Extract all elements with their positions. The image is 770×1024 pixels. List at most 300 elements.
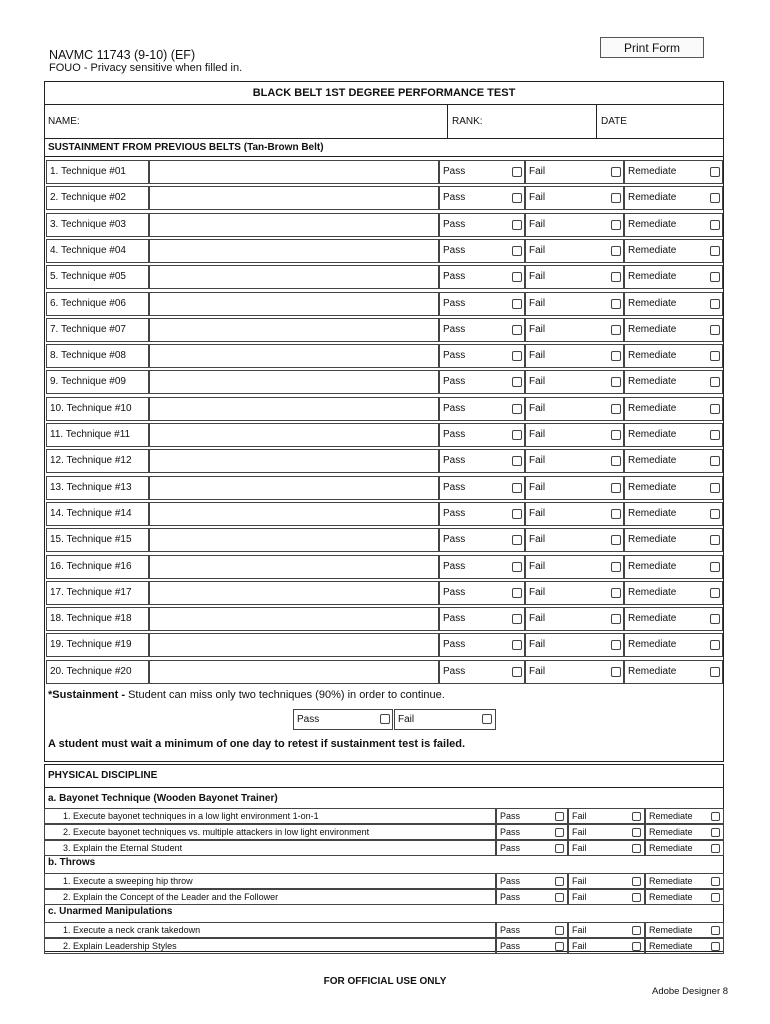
remediate-option <box>624 160 723 184</box>
technique-label <box>46 265 149 289</box>
pass-label: Pass <box>443 639 466 651</box>
physical-item-text: 2. Execute bayonet techniques vs. multiple attackers in low light environment <box>63 827 370 837</box>
pass-checkbox[interactable] <box>512 193 522 203</box>
remediate-label: Remediate <box>628 586 677 598</box>
fail-checkbox[interactable] <box>611 640 621 650</box>
remediate-checkbox[interactable] <box>710 614 720 624</box>
pass-checkbox[interactable] <box>555 844 564 853</box>
remediate-checkbox[interactable] <box>711 942 720 951</box>
remediate-checkbox[interactable] <box>710 562 720 572</box>
retest-note: A student must wait a minimum of one day to retest if sustainment test is failed. <box>48 738 466 750</box>
remediate-label: Remediate <box>628 481 677 493</box>
fail-label: Fail <box>529 455 546 467</box>
technique-name: 4. Technique #04 <box>50 244 126 256</box>
technique-remarks-field[interactable] <box>149 213 439 237</box>
technique-name: 5. Technique #05 <box>50 271 126 283</box>
pass-label: Pass <box>443 218 466 230</box>
group-title: b. Throws <box>48 857 96 868</box>
technique-label <box>46 581 149 605</box>
rank-label: RANK: <box>452 116 483 127</box>
name-label: NAME: <box>48 116 80 127</box>
pass-checkbox[interactable] <box>512 377 522 387</box>
form-number: NAVMC 11743 (9-10) (EF) <box>49 48 196 62</box>
technique-remarks-field[interactable] <box>149 318 439 342</box>
remediate-label: Remediate <box>628 429 677 440</box>
date-field[interactable] <box>597 105 723 138</box>
pass-label: Pass <box>443 376 466 388</box>
technique-row <box>44 397 724 423</box>
fail-label: Fail <box>572 827 587 837</box>
remediate-option <box>645 824 724 840</box>
physical-item-row <box>44 889 724 905</box>
fail-label: Fail <box>572 811 587 821</box>
remediate-checkbox[interactable] <box>710 483 720 493</box>
pass-label: Pass <box>443 455 466 467</box>
fail-label: Fail <box>529 613 546 625</box>
technique-row <box>44 555 724 581</box>
remediate-option <box>624 476 723 500</box>
pass-checkbox[interactable] <box>555 893 564 902</box>
remediate-checkbox[interactable] <box>710 509 720 519</box>
fail-checkbox[interactable] <box>611 667 621 677</box>
remediate-label: Remediate <box>628 166 677 177</box>
technique-label <box>46 555 149 579</box>
physical-item-text: 2. Explain the Concept of the Leader and the Follower <box>63 892 279 902</box>
remediate-checkbox[interactable] <box>710 377 720 387</box>
fail-option <box>525 265 624 289</box>
pass-checkbox[interactable] <box>512 562 522 572</box>
technique-remarks-field[interactable] <box>149 344 439 368</box>
pass-option <box>496 922 568 938</box>
remediate-checkbox[interactable] <box>710 193 720 203</box>
physical-item-row <box>44 824 724 840</box>
technique-remarks-field[interactable] <box>149 265 439 289</box>
pass-option <box>439 160 525 184</box>
technique-row <box>44 318 724 344</box>
overall-pass-checkbox[interactable] <box>380 714 390 724</box>
remediate-checkbox[interactable] <box>710 588 720 598</box>
pass-checkbox[interactable] <box>512 404 522 414</box>
physical-discipline-heading: PHYSICAL DISCIPLINE <box>44 764 724 788</box>
pass-checkbox[interactable] <box>555 828 564 837</box>
physical-item-text: 2. Explain Leadership Styles <box>63 941 177 951</box>
pass-checkbox[interactable] <box>512 351 522 361</box>
pass-checkbox[interactable] <box>512 167 522 177</box>
technique-row <box>44 370 724 396</box>
fail-option <box>568 873 645 889</box>
fail-option <box>525 318 624 342</box>
pass-option <box>439 318 525 342</box>
technique-label <box>46 423 149 447</box>
pass-checkbox[interactable] <box>555 926 564 935</box>
technique-row <box>44 607 724 633</box>
pass-label: Pass <box>443 297 466 309</box>
technique-row <box>44 528 724 554</box>
fail-label: Fail <box>529 639 546 651</box>
technique-name: 6. Technique #06 <box>50 297 126 309</box>
technique-label <box>46 239 149 263</box>
identity-row <box>44 105 724 139</box>
physical-item-label <box>44 938 496 954</box>
physical-item-row <box>44 938 724 954</box>
remediate-checkbox[interactable] <box>710 667 720 677</box>
technique-label <box>46 292 149 316</box>
technique-row <box>44 660 724 686</box>
remediate-option <box>624 344 723 368</box>
pass-option <box>496 840 568 856</box>
fail-option <box>525 397 624 421</box>
remediate-option <box>624 239 723 263</box>
fail-option <box>525 607 624 631</box>
remediate-option <box>624 528 723 552</box>
fail-checkbox[interactable] <box>611 246 621 256</box>
fail-checkbox[interactable] <box>611 193 621 203</box>
physical-item-label <box>44 889 496 905</box>
remediate-label: Remediate <box>628 639 677 651</box>
remediate-label: Remediate <box>649 811 693 821</box>
technique-remarks-field[interactable] <box>149 528 439 552</box>
sustainment-note <box>48 689 445 701</box>
overall-fail-checkbox[interactable] <box>482 714 492 724</box>
remediate-checkbox[interactable] <box>710 456 720 466</box>
remediate-option <box>645 922 724 938</box>
remediate-label: Remediate <box>649 941 693 951</box>
pass-checkbox[interactable] <box>555 942 564 951</box>
sustainment-heading: SUSTAINMENT FROM PREVIOUS BELTS (Tan-Brown Belt) <box>44 139 724 157</box>
remediate-label: Remediate <box>628 613 677 625</box>
fail-checkbox[interactable] <box>611 351 621 361</box>
fail-option <box>568 840 645 856</box>
remediate-checkbox[interactable] <box>710 220 720 230</box>
pass-label: Pass <box>443 192 466 204</box>
privacy-note: FOUO - Privacy sensitive when filled in. <box>49 62 243 74</box>
technique-label <box>46 213 149 237</box>
technique-remarks-field[interactable] <box>149 160 439 184</box>
remediate-checkbox[interactable] <box>711 828 720 837</box>
fail-checkbox[interactable] <box>632 926 641 935</box>
technique-label <box>46 502 149 526</box>
technique-label <box>46 660 149 684</box>
technique-label <box>46 160 149 184</box>
remediate-checkbox[interactable] <box>710 404 720 414</box>
fail-checkbox[interactable] <box>632 893 641 902</box>
fail-checkbox[interactable] <box>611 509 621 519</box>
technique-remarks-field[interactable] <box>149 186 439 210</box>
fail-label: Fail <box>529 271 546 283</box>
fail-checkbox[interactable] <box>611 167 621 177</box>
pass-option <box>496 938 568 954</box>
pass-option <box>496 808 568 824</box>
physical-item-label <box>44 808 496 824</box>
pass-label: Pass <box>443 613 466 625</box>
technique-label <box>46 528 149 552</box>
technique-name: 10. Technique #10 <box>50 402 132 414</box>
technique-label <box>46 344 149 368</box>
pass-label: Pass <box>443 507 466 519</box>
remediate-label: Remediate <box>649 827 693 837</box>
technique-remarks-field[interactable] <box>149 292 439 316</box>
technique-row <box>44 239 724 265</box>
technique-remarks-field[interactable] <box>149 607 439 631</box>
technique-remarks-field[interactable] <box>149 370 439 394</box>
remediate-checkbox[interactable] <box>711 893 720 902</box>
technique-label <box>46 370 149 394</box>
pass-option <box>439 239 525 263</box>
remediate-option <box>624 265 723 289</box>
remediate-checkbox[interactable] <box>710 272 720 282</box>
remediate-label: Remediate <box>649 892 693 902</box>
technique-row <box>44 581 724 607</box>
pass-option <box>439 633 525 657</box>
technique-remarks-field[interactable] <box>149 476 439 500</box>
technique-label <box>46 633 149 657</box>
pass-option <box>439 660 525 684</box>
fail-label: Fail <box>529 481 546 493</box>
pass-label: Pass <box>443 166 466 177</box>
fail-checkbox[interactable] <box>611 272 621 282</box>
remediate-label: Remediate <box>628 323 677 335</box>
fail-option <box>525 581 624 605</box>
pass-label: Pass <box>443 350 466 362</box>
remediate-label: Remediate <box>628 534 677 546</box>
technique-name: 1. Technique #01 <box>50 166 126 177</box>
fail-option <box>568 889 645 905</box>
technique-label <box>46 449 149 473</box>
technique-row <box>44 633 724 659</box>
remediate-checkbox[interactable] <box>711 877 720 886</box>
remediate-checkbox[interactable] <box>711 926 720 935</box>
pass-option <box>439 581 525 605</box>
remediate-label: Remediate <box>649 876 693 886</box>
technique-row <box>44 213 724 239</box>
technique-remarks-field[interactable] <box>149 660 439 684</box>
physical-item-label <box>44 922 496 938</box>
physical-item-row <box>44 873 724 889</box>
remediate-option <box>624 555 723 579</box>
pass-label: Pass <box>443 244 466 256</box>
pass-label: Pass <box>443 271 466 283</box>
pass-option <box>439 423 525 447</box>
fail-checkbox[interactable] <box>611 299 621 309</box>
technique-name: 20. Technique #20 <box>50 665 132 677</box>
remediate-option <box>624 502 723 526</box>
pass-checkbox[interactable] <box>512 614 522 624</box>
pass-checkbox[interactable] <box>555 812 564 821</box>
pass-checkbox[interactable] <box>512 456 522 466</box>
remediate-checkbox[interactable] <box>710 535 720 545</box>
remediate-label: Remediate <box>628 350 677 362</box>
pass-option <box>439 449 525 473</box>
fail-option <box>525 292 624 316</box>
pass-option <box>496 873 568 889</box>
remediate-option <box>624 292 723 316</box>
fail-option <box>525 344 624 368</box>
physical-item-row <box>44 840 724 856</box>
sustainment-note-text: Student can miss only two techniques (90%) in order to continue. <box>125 689 445 701</box>
pass-checkbox[interactable] <box>512 246 522 256</box>
fail-option <box>525 213 624 237</box>
remediate-checkbox[interactable] <box>710 246 720 256</box>
fail-checkbox[interactable] <box>632 877 641 886</box>
pass-label: Pass <box>500 925 521 935</box>
remediate-option <box>624 607 723 631</box>
technique-name: 8. Technique #08 <box>50 350 126 362</box>
pass-option <box>439 555 525 579</box>
remediate-option <box>624 397 723 421</box>
remediate-label: Remediate <box>628 218 677 230</box>
pass-checkbox[interactable] <box>512 220 522 230</box>
pass-label: Pass <box>443 560 466 572</box>
remediate-label: Remediate <box>628 665 677 677</box>
remediate-checkbox[interactable] <box>710 351 720 361</box>
physical-item-text: 1. Execute a sweeping hip throw <box>63 876 193 886</box>
fail-checkbox[interactable] <box>611 456 621 466</box>
remediate-option <box>624 186 723 210</box>
remediate-label: Remediate <box>628 297 677 309</box>
pass-label: Pass <box>443 586 466 598</box>
technique-remarks-field[interactable] <box>149 239 439 263</box>
technique-remarks-field[interactable] <box>149 449 439 473</box>
technique-remarks-field[interactable] <box>149 397 439 421</box>
technique-row <box>44 423 724 449</box>
fail-checkbox[interactable] <box>632 828 641 837</box>
pass-checkbox[interactable] <box>512 325 522 335</box>
fail-label: Fail <box>529 429 546 440</box>
fail-label: Fail <box>529 586 546 598</box>
rank-field[interactable] <box>448 105 597 138</box>
pass-checkbox[interactable] <box>512 667 522 677</box>
technique-row <box>44 502 724 528</box>
print-form-button[interactable]: Print Form <box>600 37 704 58</box>
remediate-option <box>624 581 723 605</box>
fail-checkbox[interactable] <box>611 325 621 335</box>
fail-label: Fail <box>529 534 546 546</box>
remediate-option <box>645 840 724 856</box>
fail-option <box>525 449 624 473</box>
remediate-option <box>645 889 724 905</box>
pass-checkbox[interactable] <box>512 588 522 598</box>
pass-checkbox[interactable] <box>512 272 522 282</box>
fail-label: Fail <box>529 166 546 177</box>
name-field[interactable] <box>44 105 448 138</box>
remediate-option <box>624 660 723 684</box>
fail-checkbox[interactable] <box>611 535 621 545</box>
fail-checkbox[interactable] <box>632 844 641 853</box>
fail-checkbox[interactable] <box>611 588 621 598</box>
remediate-checkbox[interactable] <box>710 640 720 650</box>
fail-option <box>525 423 624 447</box>
software-credit: Adobe Designer 8 <box>652 986 729 997</box>
technique-name: 15. Technique #15 <box>50 534 132 546</box>
fail-checkbox[interactable] <box>611 562 621 572</box>
technique-row <box>44 476 724 502</box>
overall-pass-label: Pass <box>297 714 320 725</box>
technique-name: 18. Technique #18 <box>50 613 132 625</box>
remediate-label: Remediate <box>628 244 677 256</box>
pass-checkbox[interactable] <box>512 509 522 519</box>
fail-checkbox[interactable] <box>611 404 621 414</box>
fail-checkbox[interactable] <box>611 220 621 230</box>
fail-label: Fail <box>529 350 546 362</box>
fail-option <box>525 186 624 210</box>
fail-option <box>525 502 624 526</box>
technique-remarks-field[interactable] <box>149 633 439 657</box>
technique-name: 13. Technique #13 <box>50 481 132 493</box>
remediate-checkbox[interactable] <box>710 167 720 177</box>
fail-label: Fail <box>529 192 546 204</box>
remediate-label: Remediate <box>649 843 693 853</box>
remediate-option <box>645 873 724 889</box>
technique-remarks-field[interactable] <box>149 502 439 526</box>
remediate-checkbox[interactable] <box>710 430 720 440</box>
pass-label: Pass <box>500 811 521 821</box>
fail-checkbox[interactable] <box>611 483 621 493</box>
pass-checkbox[interactable] <box>512 535 522 545</box>
fail-checkbox[interactable] <box>632 942 641 951</box>
technique-remarks-field[interactable] <box>149 555 439 579</box>
fail-checkbox[interactable] <box>611 430 621 440</box>
pass-option <box>439 397 525 421</box>
technique-name: 19. Technique #19 <box>50 639 132 651</box>
fail-checkbox[interactable] <box>611 614 621 624</box>
physical-item-label <box>44 873 496 889</box>
technique-remarks-field[interactable] <box>149 581 439 605</box>
pass-checkbox[interactable] <box>512 299 522 309</box>
technique-row <box>44 160 724 186</box>
fail-label: Fail <box>529 665 546 677</box>
date-label: DATE <box>601 116 627 127</box>
pass-label: Pass <box>500 876 521 886</box>
pass-checkbox[interactable] <box>512 430 522 440</box>
fail-checkbox[interactable] <box>632 812 641 821</box>
remediate-label: Remediate <box>628 376 677 388</box>
pass-option <box>496 889 568 905</box>
remediate-label: Remediate <box>628 455 677 467</box>
fail-label: Fail <box>529 376 546 388</box>
technique-remarks-field[interactable] <box>149 423 439 447</box>
fail-option <box>525 239 624 263</box>
fail-checkbox[interactable] <box>611 377 621 387</box>
remediate-checkbox[interactable] <box>710 325 720 335</box>
fail-option <box>568 808 645 824</box>
physical-item-label <box>44 824 496 840</box>
physical-item-label <box>44 840 496 856</box>
remediate-option <box>624 213 723 237</box>
physical-item-text: 1. Execute bayonet techniques in a low light environment 1-on-1 <box>63 811 319 821</box>
fail-label: Fail <box>529 507 546 519</box>
technique-label <box>46 607 149 631</box>
group-title: c. Unarmed Manipulations <box>48 906 173 917</box>
pass-label: Pass <box>443 481 466 493</box>
pass-checkbox[interactable] <box>512 640 522 650</box>
pass-checkbox[interactable] <box>555 877 564 886</box>
physical-item-text: 3. Explain the Eternal Student <box>63 843 183 853</box>
remediate-label: Remediate <box>649 925 693 935</box>
remediate-checkbox[interactable] <box>711 844 720 853</box>
pass-checkbox[interactable] <box>512 483 522 493</box>
pass-option <box>496 824 568 840</box>
sustainment-note-label: *Sustainment - <box>48 689 126 701</box>
remediate-checkbox[interactable] <box>711 812 720 821</box>
remediate-label: Remediate <box>628 507 677 519</box>
technique-name: 17. Technique #17 <box>50 586 132 598</box>
overall-fail-field <box>394 709 496 730</box>
fail-label: Fail <box>572 925 587 935</box>
remediate-checkbox[interactable] <box>710 299 720 309</box>
form-title: BLACK BELT 1ST DEGREE PERFORMANCE TEST <box>44 81 724 105</box>
remediate-option <box>645 938 724 954</box>
overall-fail-label: Fail <box>398 714 415 725</box>
